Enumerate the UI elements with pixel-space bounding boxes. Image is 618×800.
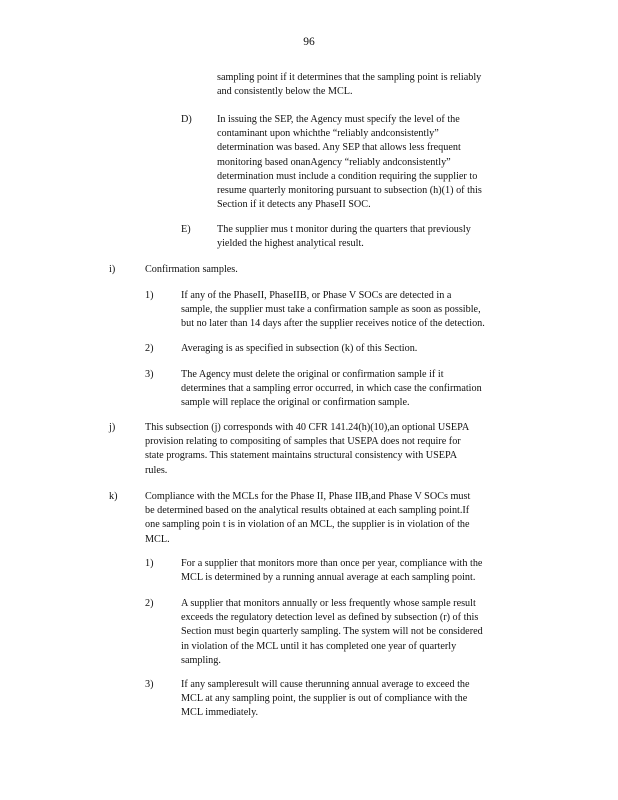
item-label: 2) [145,343,154,354]
item-label: D) [181,114,192,125]
item-text: The Agency must delete the original or confirmation sample if it determines that a sampling error occurred, in which case the confirmation sample will replace the original or confirmation sample. [181,369,482,409]
section-heading: Confirmation samples. [145,264,238,275]
page-number: 96 [303,36,315,48]
item-text: A supplier that monitors annually or less frequently whose sample result exceeds the regulatory detection level as defined by subsection (r) of this Section must begin quarterly sampling. The system will not be considered in violation of the MCL until it has completed one year of quarterly sampling. [181,598,483,666]
item-text: If any sampleresult will cause therunning annual average to exceed the MCL at any sampling point, the supplier is out of compliance with the MCL immediately. [181,679,470,719]
item-text: In issuing the SEP, the Agency must specify the level of the contaminant upon whichthe “reliably andconsistently” determination was based. Any SEP that allows less frequent monitoring based onanAgency “reliably andconsistently” determination must include a condition requiring the supplier to resume quarterly monitoring pursuant to subsection (h)(1) of this Section if it detects any PhaseII SOC. [217,114,482,211]
item-text: If any of the PhaseII, PhaseIIB, or Phase V SOCs are detected in a sample, the supplier must take a confirmation sample as soon as possible, but no later than 14 days after the supplier receives notice of the detection. [181,290,485,330]
item-label: 3) [145,369,154,380]
section-label: i) [109,264,116,275]
section-text: This subsection (j) corresponds with 40 CFR 141.24(h)(10),an optional USEPA provision relating to compositing of samples that USEPA does not require for state programs. This statement maintains structural consistency with USEPA rules. [145,422,470,476]
item-label: 1) [145,558,154,569]
item-text: For a supplier that monitors more than once per year, compliance with the MCL is determined by a running annual average at each sampling point. [181,558,483,584]
item-label: E) [181,224,191,235]
section-label: j) [109,422,116,433]
item-label: 3) [145,679,154,690]
item-text: The supplier mus t monitor during the quarters that previously yielded the highest analytical result. [217,224,471,250]
item-text: Averaging is as specified in subsection (k) of this Section. [181,343,418,354]
section-text: Compliance with the MCLs for the Phase II, Phase IIB,and Phase V SOCs must be determined based on the analytical results obtained at each sampling point.If one sampling poin t is in violation of an MCL, the supplier is in violation of the MCL. [145,491,471,545]
section-label: k) [109,491,118,502]
paragraph-text: sampling point if it determines that the sampling point is reliably and consistently below the MCL. [217,72,482,98]
item-label: 2) [145,598,154,609]
item-label: 1) [145,290,154,301]
